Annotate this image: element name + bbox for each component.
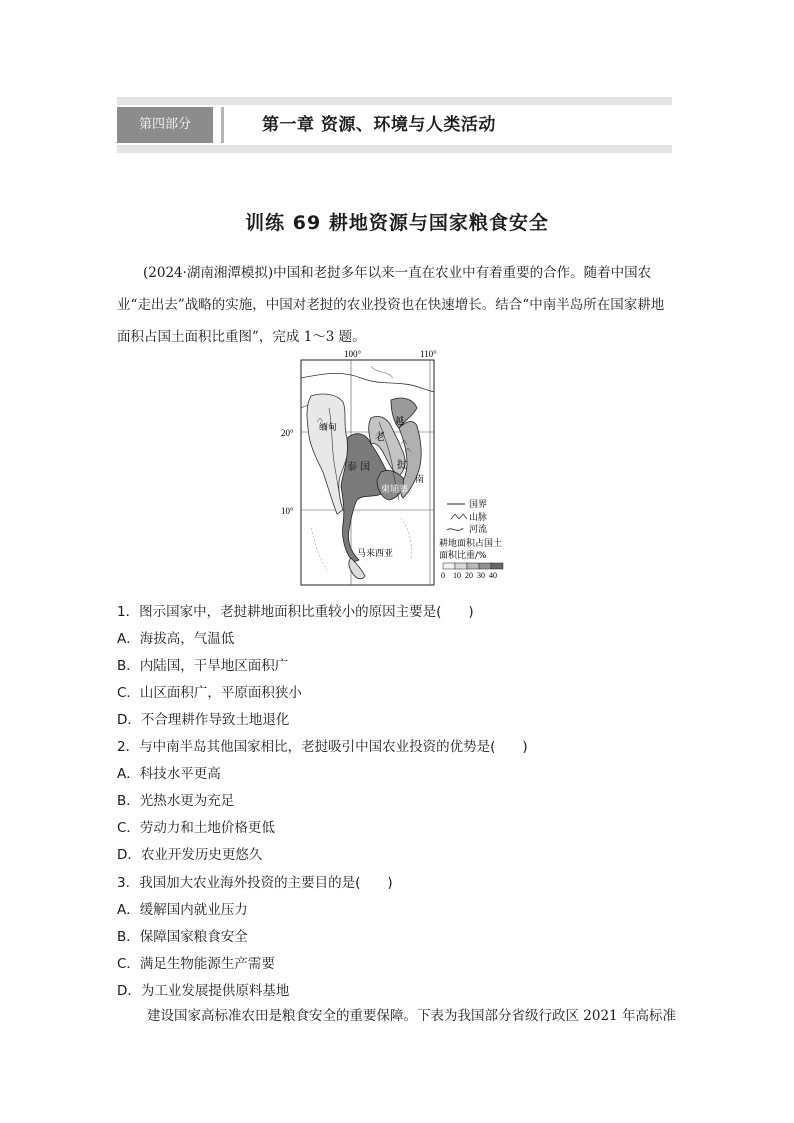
header-bottom-rule — [117, 145, 672, 153]
next-section-paragraph: 建设国家高标准农田是粮食安全的重要保障。下表为我国部分省级行政区 2021 年高标准 — [147, 1008, 676, 1024]
intro-paragraph: (2024·湖南湘潭模拟)中国和老挝多年以来一直在农业中有着重要的合作。随着中国农业“走出去”战略的实施，中国对老挝的农业投资也在快速增长。结合“中南半岛所在国家耕地面积占国土面积比重图”，完成 1～3 题。 — [117, 265, 665, 345]
legend-mountain-icon — [451, 514, 467, 519]
lat-label-20: 20° — [281, 428, 294, 438]
legend-scale-swatch — [491, 563, 503, 569]
label-wo: 挝 — [397, 460, 407, 471]
question-3-option-d: D．为工业发展提供原料基地 — [117, 983, 290, 999]
label-nan: 南 — [415, 475, 425, 485]
legend-scale-swatch — [443, 563, 455, 569]
question-3-stem: 3．我国加大农业海外投资的主要目的是( ) — [117, 875, 393, 891]
question-2-stem: 2．与中南半岛其他国家相比，老挝吸引中国农业投资的优势是( ) — [117, 739, 528, 755]
label-lao: 老 — [375, 432, 385, 443]
legend-scale-label: 0 — [441, 571, 445, 580]
question-1-option-c: C．山区面积广，平原面积狭小 — [117, 685, 302, 701]
question-1-option-d: D．不合理耕作导致土地退化 — [117, 712, 290, 728]
question-2-option-a: A．科技水平更高 — [117, 766, 221, 782]
legend-ratio-title-1: 耕地面积占国土 — [439, 539, 503, 549]
label-cambodia: 柬埔寨 — [381, 485, 409, 495]
label-viet: 越 — [395, 417, 405, 427]
lon-label-110: 110° — [420, 349, 437, 359]
question-1-option-a: A．海拔高，气温低 — [117, 631, 235, 647]
lat-label-10: 10° — [281, 506, 294, 516]
question-2-option-d: D．农业开发历史更悠久 — [117, 847, 263, 863]
map-legend — [439, 499, 503, 580]
legend-scale-swatch — [467, 563, 479, 569]
legend-scale-swatch — [455, 563, 467, 569]
legend-scale-label: 20 — [465, 571, 473, 580]
legend-mountain: 山脉 — [469, 513, 488, 523]
legend-scale-swatch — [479, 563, 491, 569]
legend-scale-label: 30 — [477, 571, 485, 580]
legend-border: 国界 — [469, 500, 488, 510]
question-2-option-c: C．劳动力和土地价格更低 — [117, 820, 275, 836]
legend-river: 河流 — [469, 525, 488, 535]
question-1-stem: 1．图示国家中，老挝耕地面积比重较小的原因主要是( ) — [117, 604, 474, 620]
legend-river-icon — [447, 528, 463, 530]
chapter-title-box — [221, 107, 675, 143]
question-3-option-c: C．满足生物能源生产需要 — [117, 956, 275, 972]
header-top-rule — [117, 97, 672, 105]
indochina-map — [281, 348, 514, 588]
label-malaysia: 马来西亚 — [357, 549, 394, 559]
legend-color-scale — [441, 563, 503, 580]
chapter-header — [117, 97, 672, 155]
question-3-option-a: A．缓解国内就业压力 — [117, 902, 248, 918]
legend-ratio-title-2: 面积比重/% — [439, 551, 487, 561]
question-3-option-b: B．保障国家粮食安全 — [117, 929, 248, 945]
question-2-option-b: B．光热水更为充足 — [117, 793, 235, 809]
chapter-title: 第一章 资源、环境与人类活动 — [262, 115, 496, 135]
label-myanmar: 缅甸 — [319, 423, 338, 433]
lon-label-100: 100° — [344, 349, 362, 359]
question-1-option-b: B．内陆国，干旱地区面积广 — [117, 658, 289, 674]
exercise-title: 训练 69 耕地资源与国家粮食安全 — [245, 212, 549, 234]
part-label: 第四部分 — [117, 107, 213, 143]
legend-scale-label: 40 — [489, 571, 497, 580]
label-thailand: 泰 国 — [347, 462, 371, 473]
legend-scale-label: 10 — [453, 571, 461, 580]
